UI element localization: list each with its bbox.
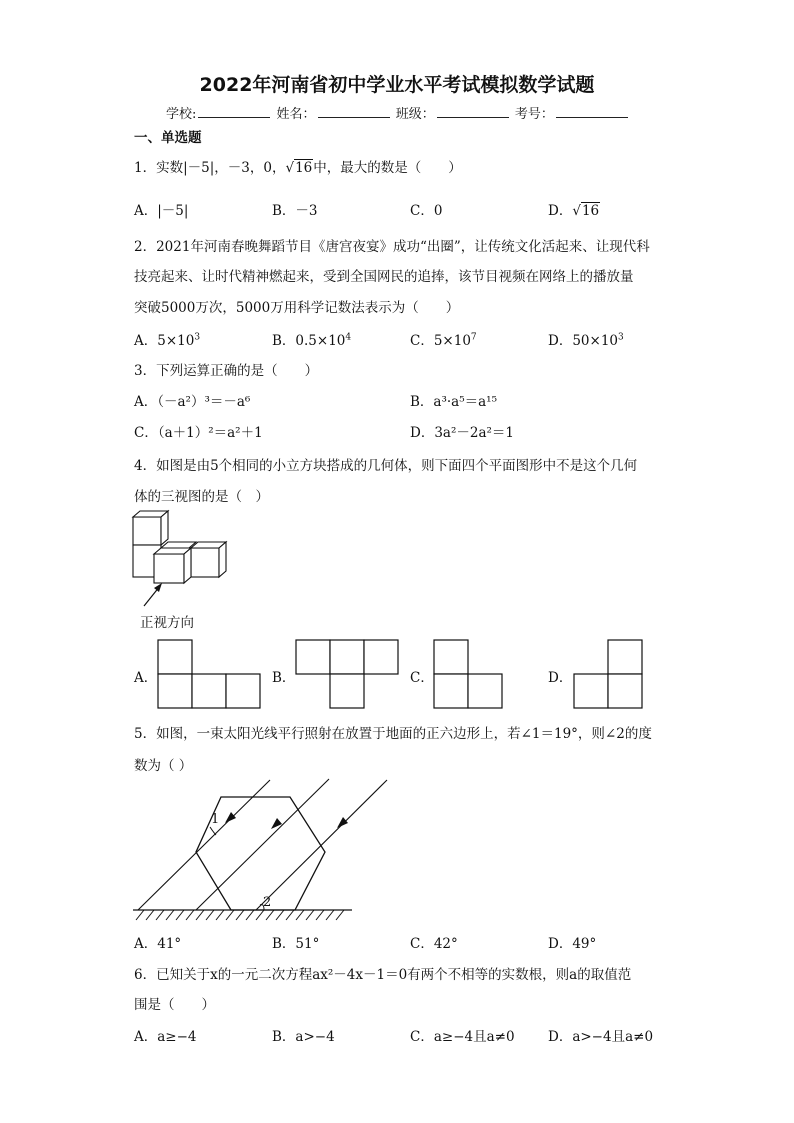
view-direction-caption: 正视方向 — [140, 615, 194, 631]
q4-option-b-figure[interactable] — [294, 638, 400, 708]
school-label: 学校: — [166, 107, 197, 122]
q6-option-c[interactable]: C．a≥−4且a≠0 — [410, 1029, 515, 1045]
school-blank[interactable] — [198, 105, 270, 118]
question-1-stem: 1．实数|－5|，－3，0，√16中，最大的数是（ ） — [134, 160, 462, 176]
q2-option-d[interactable]: D．$50\times 10^3$ — [548, 332, 624, 349]
angle-1-label: 1 — [211, 812, 220, 827]
question-2-line-1: 2．2021年河南春晚舞蹈节目《唐宫夜宴》成功“出圈”，让传统文化活起来、让现代科 — [134, 239, 650, 255]
question-3-stem: 3．下列运算正确的是（ ） — [134, 363, 319, 379]
q1-option-c[interactable]: C．0 — [410, 203, 443, 219]
q2-option-b[interactable]: B．$0.5\times 10^4$ — [272, 332, 352, 349]
exam-no-label: 考号： — [514, 107, 554, 122]
q1-option-d[interactable]: D．√16 — [548, 203, 600, 219]
section-heading: 一、单选题 — [134, 130, 202, 146]
class-label: 班级： — [395, 107, 435, 122]
question-4-line-2: 体的三视图的是（ ） — [134, 489, 269, 505]
view-direction-arrow — [140, 580, 170, 610]
q6-option-b[interactable]: B．a>−4 — [272, 1029, 335, 1045]
student-info-line — [166, 103, 630, 122]
q2-option-c[interactable]: C．$5\times 10^7$ — [410, 332, 477, 349]
q1-option-b[interactable]: B．－3 — [272, 203, 318, 219]
q5-option-c[interactable]: C．42° — [410, 936, 458, 952]
hexagon-sunlight-figure — [130, 775, 355, 925]
q4-option-c[interactable]: C． — [410, 670, 434, 686]
q3-option-d[interactable]: D．3a²－2a²＝1 — [410, 425, 515, 441]
q4-option-a[interactable]: A． — [134, 670, 158, 686]
q4-option-a-figure[interactable] — [156, 638, 262, 708]
q4-option-b[interactable]: B． — [272, 670, 296, 686]
cube-solid-figure — [128, 508, 238, 588]
question-2-line-3: 突破5000万次，5000万用科学记数法表示为（ ） — [134, 300, 460, 316]
q3-option-b[interactable]: B．a³·a⁵＝a¹⁵ — [410, 394, 498, 410]
q2-option-a[interactable]: A．$5\times 10^3$ — [134, 332, 201, 349]
name-blank[interactable] — [318, 105, 390, 118]
question-5-line-2: 数为（ ） — [134, 758, 193, 774]
angle-2-label: 2 — [263, 895, 272, 910]
exam-no-blank[interactable] — [556, 105, 628, 118]
q3-option-c[interactable]: C．（a＋1）²＝a²＋1 — [134, 425, 263, 441]
q6-option-d[interactable]: D．a>−4且a≠0 — [548, 1029, 654, 1045]
question-6-line-1: 6．已知关于x的一元二次方程ax²－4x－1＝0有两个不相等的实数根，则a的取值范 — [134, 967, 632, 983]
q5-option-a[interactable]: A．41° — [134, 936, 182, 952]
q6-option-a[interactable]: A．a≥−4 — [134, 1029, 197, 1045]
page-title: 2022年河南省初中学业水平考试模拟数学试题 — [199, 74, 595, 96]
question-4-line-1: 4．如图是由5个相同的小立方块搭成的几何体，则下面四个平面图形中不是这个几何 — [134, 458, 638, 474]
question-6-line-2: 围是（ ） — [134, 997, 215, 1013]
q1-option-a[interactable]: A．|－5| — [134, 203, 189, 219]
sqrt-symbol: √ — [285, 160, 295, 176]
name-label: 姓名： — [276, 107, 316, 122]
q5-option-b[interactable]: B．51° — [272, 936, 320, 952]
q4-option-d[interactable]: D． — [548, 670, 573, 686]
q4-option-c-figure[interactable] — [432, 638, 504, 708]
class-blank[interactable] — [437, 105, 509, 118]
question-5-line-1: 5．如图，一束太阳光线平行照射在放置于地面的正六边形上，若∠1＝19°，则∠2的度 — [134, 726, 652, 742]
question-2-line-2: 技亮起来、让时代精神燃起来，受到全国网民的追捧，该节目视频在网络上的播放量 — [134, 269, 634, 285]
q5-option-d[interactable]: D．49° — [548, 936, 597, 952]
q3-option-a[interactable]: A．（－a²）³＝－a⁶ — [134, 394, 251, 410]
q4-option-d-figure[interactable] — [572, 638, 644, 710]
